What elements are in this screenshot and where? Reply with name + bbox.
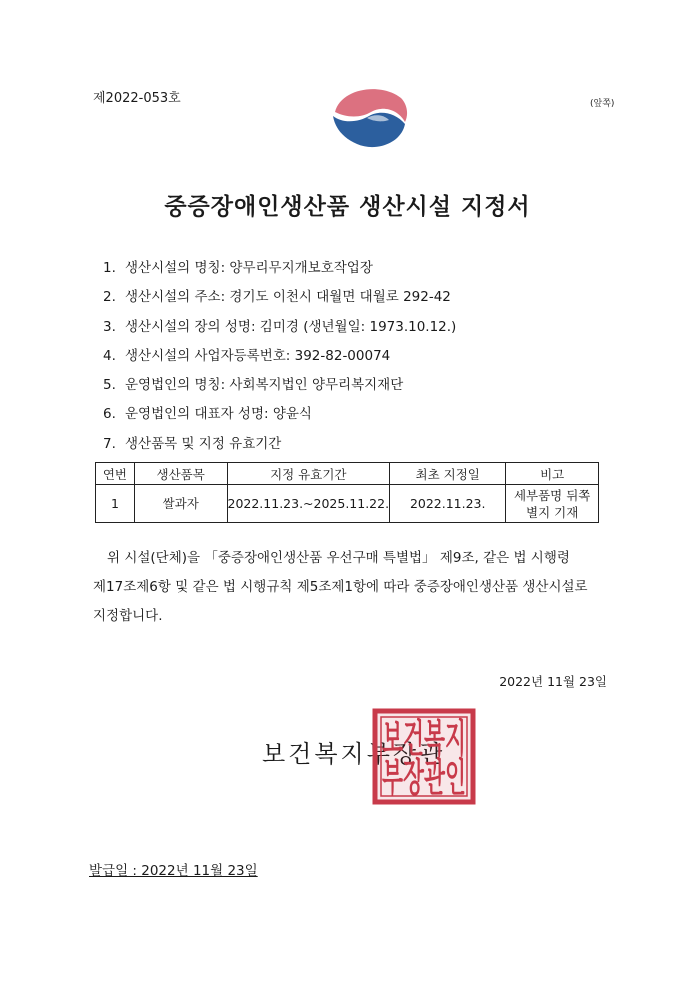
table-header-cell: 생산품목 bbox=[134, 463, 227, 485]
item-number: 3. bbox=[103, 318, 116, 335]
table-header-cell: 최초 지정일 bbox=[390, 463, 506, 485]
product-table bbox=[95, 462, 599, 523]
item-text: 생산품목 및 지정 유효기간 bbox=[125, 435, 282, 452]
item-number: 1. bbox=[103, 260, 116, 276]
statement-line: 제17조제6항 및 같은 법 시행규칙 제5조제1항에 따라 중증장애인생산품 생산시설로 bbox=[93, 579, 588, 595]
row-number-cell: 1 bbox=[96, 485, 135, 523]
table-header-cell: 지정 유효기간 bbox=[227, 463, 390, 485]
table-header-row bbox=[96, 463, 599, 485]
list-item bbox=[103, 317, 456, 346]
list-item bbox=[103, 434, 456, 463]
svg-text:부장관인: 부장관인 bbox=[382, 756, 466, 801]
item-number: 5. bbox=[103, 377, 116, 394]
note-cell bbox=[506, 485, 599, 523]
table-header-cell: 비고 bbox=[506, 463, 599, 485]
document-title: 중증장애인생산품 생산시설 지정서 bbox=[164, 194, 531, 220]
list-item bbox=[103, 404, 456, 433]
item-number: 7. bbox=[103, 435, 116, 452]
official-seal-stamp bbox=[372, 708, 476, 805]
page-side-label: (앞쪽) bbox=[590, 99, 615, 109]
list-item bbox=[103, 375, 456, 404]
item-text: 생산시설의 장의 성명: 김미경 (생년월일: 1973.10.12.) bbox=[125, 318, 457, 335]
statement-line: 지정합니다. bbox=[93, 608, 163, 624]
document-number: 제2022-053호 bbox=[93, 91, 181, 106]
list-item bbox=[103, 258, 456, 287]
item-number: 6. bbox=[103, 406, 116, 423]
designation-items-list bbox=[103, 258, 456, 463]
svg-text:보건복지: 보건복지 bbox=[382, 717, 466, 762]
list-item bbox=[103, 287, 456, 316]
item-text: 생산시설의 명칭: 양무리무지개보호작업장 bbox=[125, 260, 373, 276]
government-taegeuk-emblem-icon bbox=[327, 82, 411, 152]
item-text: 생산시설의 주소: 경기도 이천시 대월면 대월로 292-42 bbox=[125, 289, 451, 306]
issue-date: 2022년 11월 23일 bbox=[499, 674, 607, 689]
note-line: 세부품명 뒤쪽 bbox=[513, 487, 591, 503]
statement-line: 위 시설(단체)을 「중증장애인생산품 우선구매 특별법」 제9조, 같은 법 시행령 bbox=[107, 550, 570, 566]
note-line: 별지 기재 bbox=[526, 504, 579, 520]
product-cell: 쌀과자 bbox=[134, 485, 227, 523]
validity-period-cell: 2022.11.23.~2025.11.22. bbox=[227, 485, 390, 523]
list-item bbox=[103, 346, 456, 375]
table-header-cell: 연번 bbox=[96, 463, 135, 485]
issued-on-date: 발급일 : 2022년 11월 23일 bbox=[89, 863, 258, 879]
item-text: 생산시설의 사업자등록번호: 392-82-00074 bbox=[125, 347, 391, 364]
item-number: 2. bbox=[103, 289, 116, 306]
item-text: 운영법인의 명칭: 사회복지법인 양무리복지재단 bbox=[125, 377, 404, 394]
table-row bbox=[96, 485, 599, 523]
item-number: 4. bbox=[103, 347, 116, 364]
first-designation-date-cell: 2022.11.23. bbox=[390, 485, 506, 523]
item-text: 운영법인의 대표자 성명: 양윤식 bbox=[125, 406, 312, 423]
designation-statement bbox=[93, 544, 623, 631]
signer-title: 보건복지부장관 bbox=[262, 740, 446, 768]
